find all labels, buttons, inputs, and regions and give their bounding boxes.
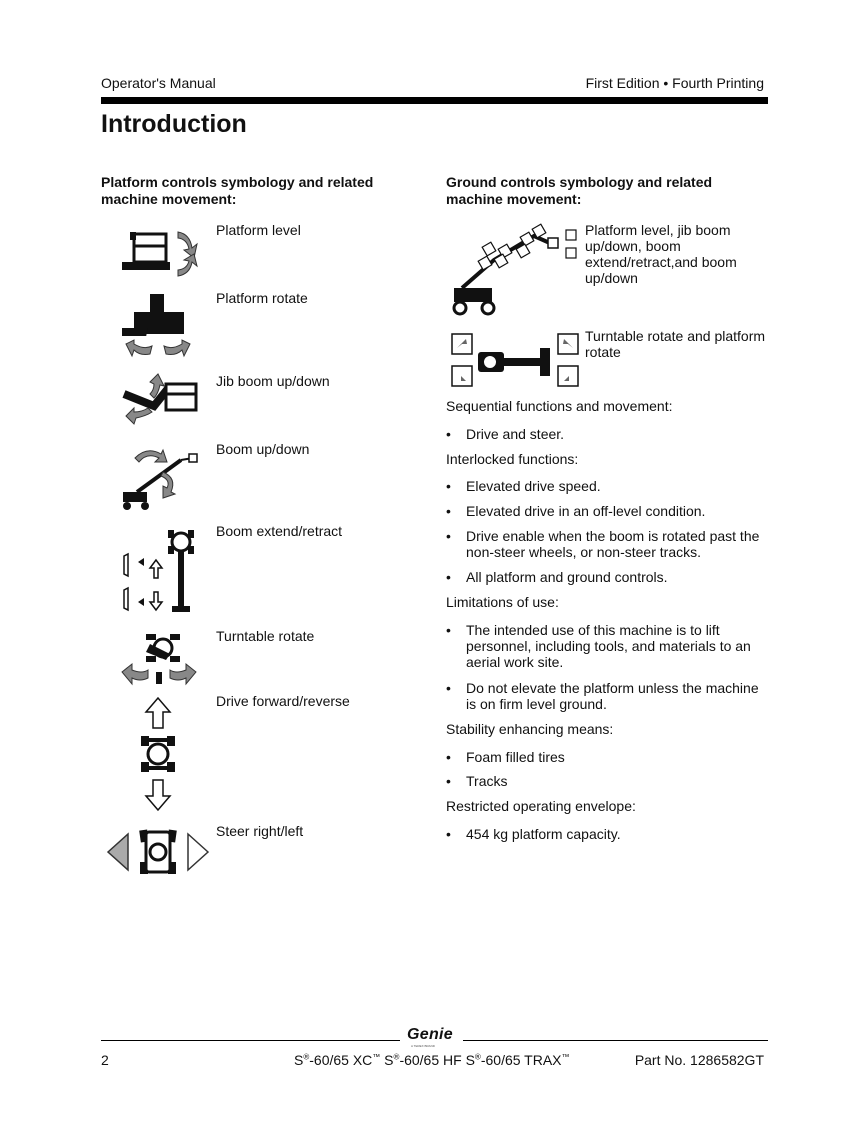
bullet: •: [446, 528, 451, 544]
turntable-rotate-label: Turntable rotate: [216, 628, 315, 644]
ground-turntable-label: Turntable rotate and platform rotate: [585, 328, 766, 360]
footer-rule-right: [463, 1040, 768, 1041]
ground-controls-heading: Ground controls symbology and related machine movement:: [446, 174, 713, 207]
bullet: •: [446, 478, 451, 494]
platform-level-label: Platform level: [216, 222, 301, 238]
jib-boom-label: Jib boom up/down: [216, 373, 330, 389]
envelope-heading: Restricted operating envelope:: [446, 798, 636, 814]
bullet: •: [446, 569, 451, 585]
ground-turntable-icon: [448, 330, 582, 390]
page-title: Introduction: [101, 110, 247, 138]
sequential-functions-heading: Sequential functions and movement:: [446, 398, 673, 414]
header-edition: First Edition • Fourth Printing: [585, 75, 764, 91]
interlocked-functions-heading: Interlocked functions:: [446, 451, 579, 467]
genie-logo: Genie: [407, 1026, 453, 1043]
bullet: •: [446, 426, 451, 442]
boom-up-down-icon: [117, 444, 199, 512]
bullet: •: [446, 749, 451, 765]
platform-rotate-label: Platform rotate: [216, 290, 308, 306]
page-number: 2: [101, 1052, 109, 1068]
bullet: •: [446, 503, 451, 519]
limitations-heading: Limitations of use:: [446, 594, 559, 610]
ground-info-column: Sequential functions and movement: • Drive and steer. Interlocked functions: • Elevated drive speed. • Elevated drive in an off-level condition. • Drive enable when the boom is rotated past the non-steer wheels, or non-steer tracks. • All platform and ground controls. Limitations of use: • The intended use of this machine is to lift personnel, including tools, and materials to an aerial work site. • Do not elevate the platform unless the machine is on firm level ground. Stability enhancing means: • Foam filled tires • Tracks Restricted operating envelope: • 454 kg platform capacity.: [446, 398, 760, 842]
ground-boom-functions-icon: [448, 222, 582, 318]
header-rule: [101, 97, 768, 104]
boom-extend-retract-label: Boom extend/retract: [216, 523, 343, 539]
steer-icon: [106, 826, 210, 878]
bullet: •: [446, 826, 451, 842]
platform-level-icon: [120, 224, 200, 280]
jib-boom-icon: [120, 372, 200, 430]
stability-heading: Stability enhancing means:: [446, 721, 614, 737]
drive-forward-reverse-icon: [138, 696, 178, 812]
platform-controls-heading: Platform controls symbology and related machine movement:: [101, 174, 374, 207]
header-manual-title: Operator's Manual: [101, 75, 216, 91]
drive-forward-reverse-label: Drive forward/reverse: [216, 693, 350, 709]
part-number: Part No. 1286582GT: [634, 1052, 764, 1068]
platform-rotate-icon: [122, 292, 194, 362]
bullet: •: [446, 773, 451, 789]
ground-boom-functions-label: Platform level, jib boom up/down, boom extend/retract,and boom up/down: [585, 222, 737, 286]
logo-tagline: A TEREX BRAND: [411, 1044, 435, 1048]
boom-extend-retract-icon: [118, 526, 200, 614]
bullet: •: [446, 680, 451, 696]
bullet: •: [446, 622, 451, 638]
footer-rule-left: [101, 1040, 400, 1041]
model-list: S®-60/65 XC™ S®-60/65 HF S®-60/65 TRAX™: [294, 1052, 570, 1068]
boom-up-down-label: Boom up/down: [216, 441, 310, 457]
steer-label: Steer right/left: [216, 823, 304, 839]
turntable-rotate-icon: [118, 630, 200, 686]
